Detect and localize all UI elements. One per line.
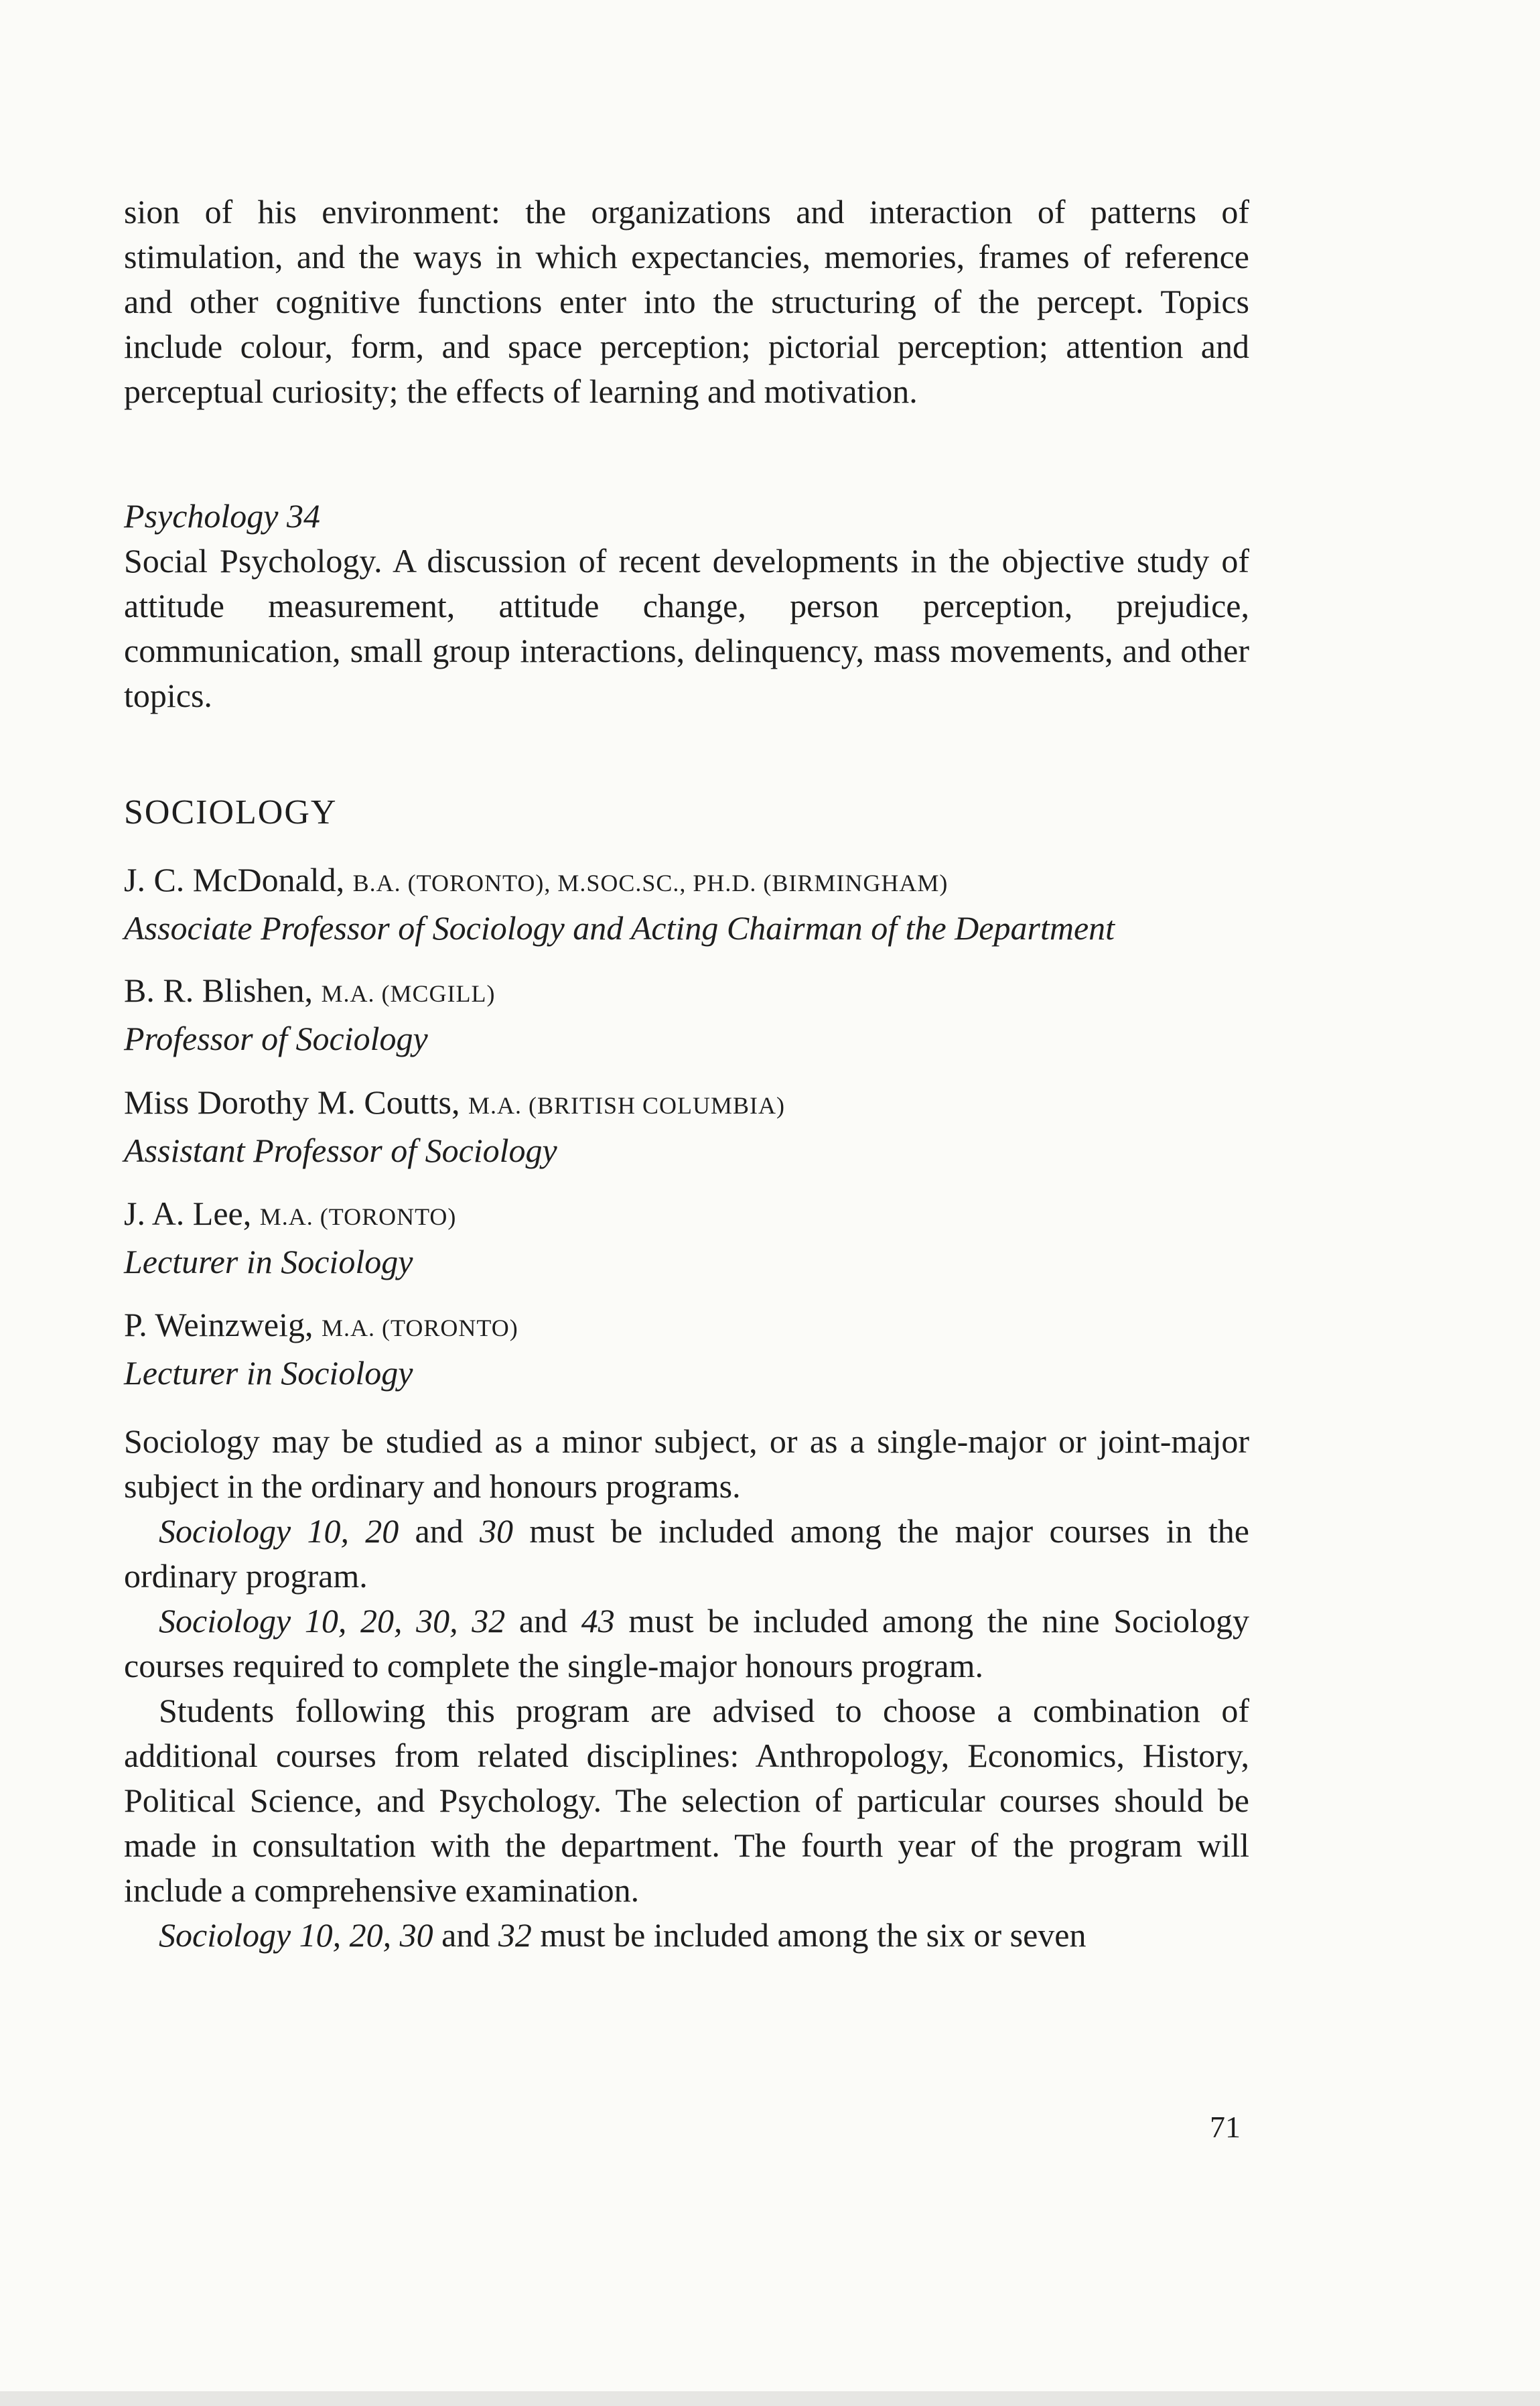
- faculty-degrees: M.A. (BRITISH COLUMBIA): [468, 1092, 785, 1119]
- course-reference: Sociology 10, 20, 30: [159, 1916, 433, 1954]
- psychology-continuation: [124, 190, 1249, 414]
- faculty-title: Professor of Sociology: [124, 1020, 428, 1057]
- program-paragraph: [124, 1913, 1249, 1958]
- text-fragment: and: [433, 1916, 498, 1954]
- program-paragraph: Sociology may be studied as a minor subject, or as a single-major or joint-major subject in the ordinary and honours programs.: [124, 1422, 1249, 1505]
- faculty-degrees: M.A. (MCGILL): [321, 980, 496, 1007]
- course-psychology-34: [124, 494, 1249, 718]
- text-fragment: must be included among the major courses in the ordinary program.: [124, 1512, 1249, 1595]
- faculty-title: Lecturer in Sociology: [124, 1354, 413, 1392]
- program-paragraph: [124, 1599, 1249, 1688]
- text-fragment: and: [505, 1602, 581, 1640]
- faculty-name: J. A. Lee,: [124, 1195, 252, 1232]
- faculty-entry: [124, 1191, 1263, 1284]
- faculty-name-line: [124, 1080, 1263, 1128]
- faculty-entry: [124, 1302, 1263, 1396]
- text-fragment: and: [399, 1512, 480, 1550]
- scan-edge: [0, 2391, 1540, 2406]
- faculty-title: Lecturer in Sociology: [124, 1243, 413, 1280]
- faculty-name: Miss Dorothy M. Coutts,: [124, 1083, 460, 1121]
- faculty-name: J. C. McDonald,: [124, 861, 345, 898]
- course-description: Social Psychology. A discussion of recent developments in the objective study of attitude measurement, attitude change, person perception, prejudice, communication, small group interactions, delinquency, mass movements, and other topics.: [124, 542, 1249, 714]
- course-reference: Sociology 10, 20: [159, 1512, 399, 1550]
- text-fragment: must be included among the six or seven: [531, 1916, 1087, 1954]
- course-reference: 30: [480, 1512, 514, 1550]
- faculty-name-line: [124, 968, 1263, 1016]
- faculty-name: P. Weinzweig,: [124, 1306, 313, 1343]
- faculty-degrees: M.A. (TORONTO): [259, 1203, 457, 1230]
- faculty-title: Associate Professor of Sociology and Acting Chairman of the Department: [124, 909, 1115, 947]
- faculty-name-line: [124, 858, 1263, 906]
- text-fragment: must be included among the nine Sociology courses required to complete the single-major honours program.: [124, 1602, 1249, 1684]
- course-reference: 43: [581, 1602, 615, 1640]
- course-reference: 32: [498, 1916, 532, 1954]
- faculty-degrees: B.A. (TORONTO), M.SOC.SC., PH.D. (BIRMINGHAM): [352, 870, 949, 896]
- faculty-name-line: [124, 1302, 1263, 1351]
- faculty-entry: [124, 1080, 1263, 1173]
- faculty-name: B. R. Blishen,: [124, 972, 313, 1009]
- sociology-program-text: [124, 1419, 1249, 1958]
- course-code: Psychology 34: [124, 497, 320, 535]
- program-paragraph: [124, 1509, 1249, 1599]
- section-heading: SOCIOLOGY: [124, 793, 338, 831]
- faculty-name-line: [124, 1191, 1263, 1240]
- faculty-entry: [124, 968, 1263, 1061]
- intro-paragraph: sion of his environment: the organizations and interaction of patterns of stimulation, and the ways in which expectancies, memories, frames of reference and other cognitive functions enter into the structuring of the percept. Topics include colour, form, and space perception; pictorial perception; attention and perceptual curiosity; the effects of learning and motivation.: [124, 193, 1249, 410]
- course-reference: Sociology 10, 20, 30, 32: [159, 1602, 506, 1640]
- faculty-entry: [124, 858, 1263, 951]
- faculty-title: Assistant Professor of Sociology: [124, 1132, 557, 1169]
- program-paragraph: Students following this program are advised to choose a combination of additional courses from related disciplines: Anthropology, Economics, History, Political Science, and Psychology. The selection of particular courses should be made in consultation with the department. The fourth year of the program will include a comprehensive examination.: [124, 1692, 1249, 1909]
- page-number: 71: [1210, 2110, 1241, 2144]
- faculty-degrees: M.A. (TORONTO): [322, 1315, 518, 1341]
